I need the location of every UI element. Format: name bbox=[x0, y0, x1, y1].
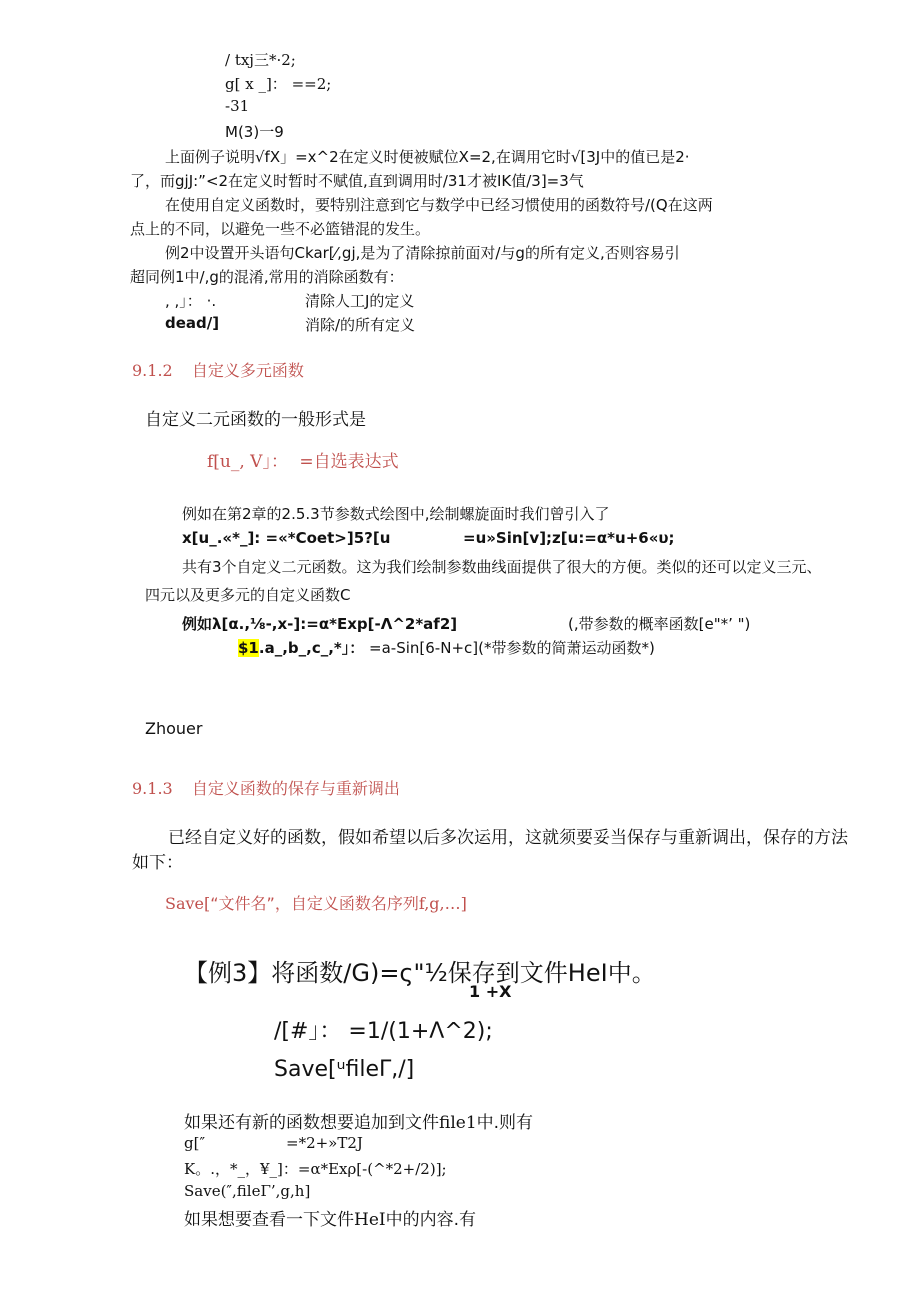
body-text bbox=[184, 1205, 476, 1230]
code-line: g[ x _]： ==2; bbox=[225, 75, 332, 93]
inline-code: file1 bbox=[439, 1113, 477, 1133]
clear-cmd: dead/] bbox=[165, 314, 220, 332]
body-text: 已经自定义好的函数，假如希望以后多次运用，这就须要妥当保存与重新调出，保存的方法 bbox=[168, 828, 848, 848]
body-text: 四元以及更多元的自定义函数C bbox=[145, 586, 351, 604]
para-text: 如果想要查看一下文件 bbox=[184, 1210, 354, 1230]
body-text: 共有3个自定义二元函数。这为我们绘制参数曲线面提供了很大的方便。类似的还可以定义三元、 bbox=[182, 558, 822, 576]
save-text: “文件名”，自定义函数名序列 bbox=[210, 894, 419, 913]
formula-code: f[u_, V」： bbox=[207, 452, 288, 472]
code-line: /[#」： =1/(1+Λ^2); bbox=[274, 1019, 493, 1044]
highlighted-text: $1 bbox=[238, 639, 259, 657]
clear-desc: 清除人工J的定义 bbox=[305, 292, 415, 310]
save-syntax bbox=[165, 891, 467, 914]
body-text: 例2中设置开头语句Ckar[⁄,gj,是为了清除掠前面对/与g的所有定义,否则容易引 bbox=[165, 244, 680, 262]
example-rest: =a-Sin[6-N+c](*带参数的简萧运动函数*) bbox=[369, 639, 655, 657]
code-line: x[u_.«*_]: =«*Coet>]5?[u bbox=[182, 529, 391, 547]
code-line: =u»Sin[v];z[u:=α*u+6«υ; bbox=[463, 529, 675, 547]
code-line: M(3)一9 bbox=[225, 123, 284, 141]
fraction-denominator: 1 +X bbox=[469, 982, 512, 1001]
section-number: 9.1.2 bbox=[132, 361, 173, 380]
clear-cmd: , ,」： ·. bbox=[165, 292, 217, 310]
section-title: 自定义多元函数 bbox=[191, 361, 304, 380]
code-line: Save(″,fileΓ’,g,h] bbox=[184, 1182, 311, 1200]
body-text: 例如在第2章的2.5.3节参数式绘图中,绘制螺旋面时我们曾引入了 bbox=[182, 505, 610, 523]
example-line bbox=[238, 637, 655, 658]
section-heading bbox=[132, 358, 304, 381]
section-title: 自定义函数的保存与重新调出 bbox=[191, 779, 400, 798]
save-code: Save[ bbox=[165, 894, 211, 913]
example-line bbox=[182, 613, 457, 634]
para-tail: 中的内容.有 bbox=[385, 1210, 477, 1230]
body-text: 了，而gjJ:”<2在定义时暂时不赋值,直到调用时/31才被IK值/3]=3气 bbox=[130, 172, 584, 190]
code-line: g[″ bbox=[184, 1134, 206, 1152]
example-code: .a_,b_,c_,*」： bbox=[258, 639, 365, 657]
body-text: 自定义二元函数的一般形式是 bbox=[145, 410, 366, 430]
body-text: 如下： bbox=[132, 853, 183, 873]
para-text: 如果还有新的函数想要追加到文件 bbox=[184, 1113, 439, 1133]
example-comment: (,带参数的概率函数[e"*’ ") bbox=[568, 615, 751, 633]
formula bbox=[207, 447, 399, 472]
inline-code: HeI bbox=[354, 1210, 386, 1230]
body-text: 超同例1中/,g的混淆,常用的消除函数有： bbox=[130, 268, 404, 286]
body-text: 上面例子说明√fX」=x^2在定义时便被赋位X=2,在调用它时√[3J中的值已是2· bbox=[165, 148, 690, 166]
code-line: Save[ᵘfileΓ,/] bbox=[274, 1057, 415, 1082]
code-line: / txj三*·2; bbox=[225, 51, 296, 69]
formula-rest: =自选表达式 bbox=[299, 452, 399, 472]
section-heading bbox=[132, 776, 400, 799]
clear-desc: 消除/的所有定义 bbox=[305, 316, 416, 334]
body-text: 点上的不同，以避免一些不必篮错混的发生。 bbox=[130, 220, 431, 238]
example-title: 【例3】将函数/G)=ς"½保存到文件HeI中。 bbox=[184, 959, 656, 987]
para-tail: 中.则有 bbox=[476, 1113, 534, 1133]
body-text bbox=[184, 1108, 533, 1133]
example-code: 例如λ[α.,⅛-,x-]:=α*Exp[-Λ^2*af2] bbox=[182, 615, 458, 633]
code-line: K。.，*_，¥_]：=α*Exρ[-(^*2+/2)]; bbox=[184, 1160, 447, 1178]
save-code: f,g,…] bbox=[418, 894, 467, 913]
code-line: =*2+»T2J bbox=[286, 1134, 363, 1152]
section-number: 9.1.3 bbox=[132, 779, 173, 798]
code-line: -31 bbox=[225, 97, 250, 115]
author-label: Zhouer bbox=[145, 719, 203, 738]
body-text: 在使用自定义函数时，要特别注意到它与数学中已经习惯使用的函数符号/(Q在这两 bbox=[165, 196, 713, 214]
